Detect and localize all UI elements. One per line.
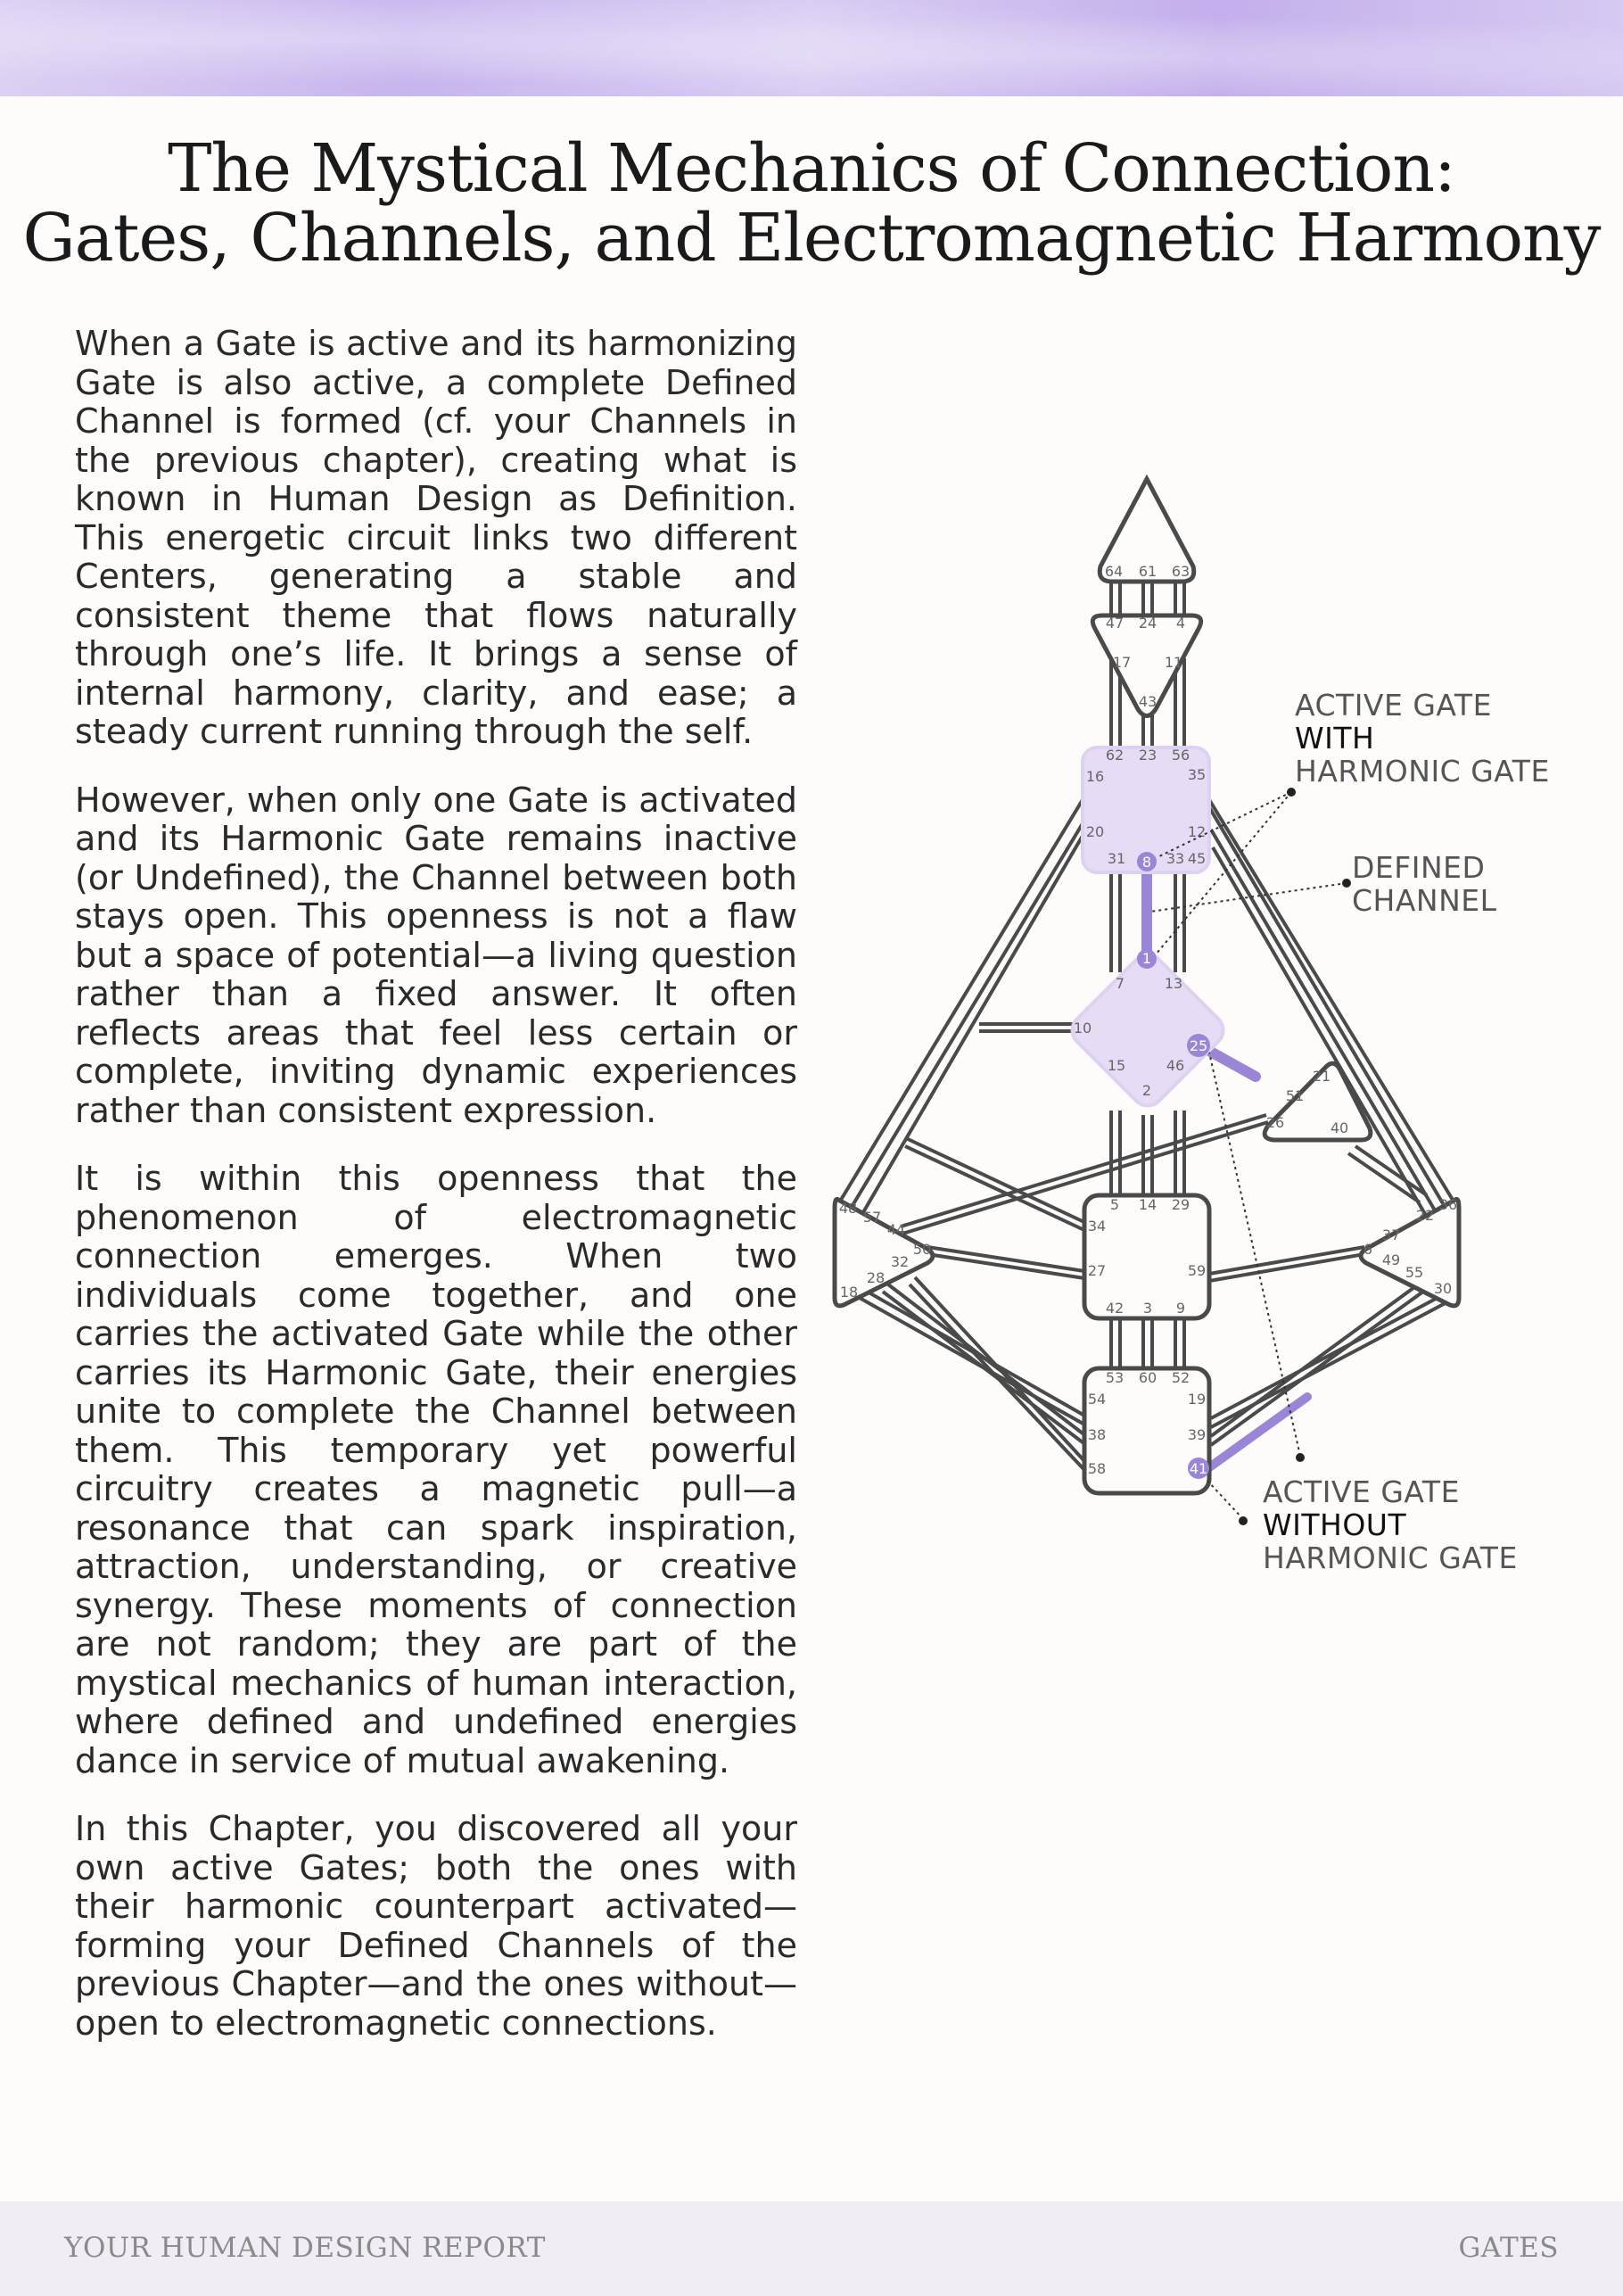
gate-number-47: 47 (1105, 615, 1125, 632)
gate-number-46: 46 (1166, 1057, 1185, 1074)
gate-number-63: 63 (1171, 563, 1190, 580)
gate-number-42: 42 (1105, 1300, 1125, 1317)
gate-number-45: 45 (1187, 850, 1207, 867)
gate-number-16: 16 (1085, 768, 1105, 785)
gate-number-23: 23 (1138, 747, 1158, 764)
gate-number-9: 9 (1175, 1300, 1186, 1317)
gate-number-49: 49 (1381, 1251, 1401, 1268)
gate-number-43: 43 (1138, 693, 1158, 710)
gate-number-52: 52 (1171, 1369, 1190, 1386)
gate-number-13: 13 (1164, 975, 1183, 992)
title-line-1: The Mystical Mechanics of Connection: (168, 130, 1455, 207)
gate-number-35: 35 (1187, 766, 1207, 783)
footer-report-name: YOUR HUMAN DESIGN REPORT (64, 2232, 546, 2264)
gate-number-20: 20 (1085, 823, 1105, 840)
legend-active-without-harmonic: ACTIVE GATE WITHOUT HARMONIC GATE (1263, 1474, 1518, 1575)
gate-number-27: 27 (1087, 1262, 1107, 1279)
gate-number-15: 15 (1107, 1057, 1126, 1074)
gate-number-29: 29 (1171, 1196, 1190, 1213)
paragraph-4: In this Chapter, you discovered all your own active Gates; both the ones with their harmonic counterpart activated—forming your Defined Channels of the previous Chapter—and the ones without—open to electromagnetic connections. (75, 1809, 797, 2043)
gate-number-25: 25 (1189, 1037, 1208, 1054)
gate-number-51: 51 (1285, 1087, 1305, 1104)
paragraph-3: It is within this openness that the phenomenon of electromagnetic connection emerges. When two individuals come together, and one carries the activated Gate while the other carries its Harmonic Gate, their energies unite to complete the Channel between them. This temporary yet powerful circuitry creates a magnetic pull—a resonance that can spark inspiration, attraction, understanding, or creative synergy. These moments of connection are not random; they are part of the mystical mechanics of human interaction, where defined and undefined energies dance in service of mutual awakening. (75, 1159, 797, 1780)
gate-number-56: 56 (1171, 747, 1190, 764)
gate-number-61: 61 (1138, 563, 1158, 580)
gate-number-7: 7 (1115, 975, 1125, 992)
gate-number-37: 37 (1381, 1226, 1401, 1243)
gate-number-10: 10 (1073, 1020, 1092, 1037)
gate-number-17: 17 (1112, 654, 1132, 671)
gate-number-28: 28 (866, 1269, 886, 1286)
gate-number-2: 2 (1141, 1082, 1152, 1099)
legend-active-with-harmonic: ACTIVE GATE WITH HARMONIC GATE (1295, 688, 1550, 789)
gate-number-59: 59 (1187, 1262, 1207, 1279)
gate-number-48: 48 (838, 1200, 858, 1217)
gate-number-3: 3 (1142, 1300, 1153, 1317)
title-line-2: Gates, Channels, and Electromagnetic Harmony (22, 200, 1601, 277)
footer-section-name: GATES (1458, 2232, 1559, 2264)
gate-number-64: 64 (1104, 563, 1124, 580)
gate-number-31: 31 (1107, 850, 1126, 867)
gate-number-62: 62 (1105, 747, 1125, 764)
gate-number-58: 58 (1087, 1460, 1107, 1477)
gate-number-39: 39 (1187, 1426, 1207, 1443)
gate-number-38: 38 (1087, 1426, 1107, 1443)
gate-number-60: 60 (1138, 1369, 1158, 1386)
gate-number-36: 36 (1438, 1196, 1458, 1213)
gate-number-34: 34 (1087, 1218, 1107, 1235)
gate-number-14: 14 (1138, 1196, 1158, 1213)
page-title (0, 130, 1623, 277)
gate-number-50: 50 (912, 1241, 932, 1258)
gate-number-22: 22 (1415, 1207, 1435, 1224)
gate-number-5: 5 (1109, 1196, 1120, 1213)
gate-number-40: 40 (1330, 1119, 1349, 1136)
gate-number-44: 44 (886, 1221, 906, 1238)
gate-number-11: 11 (1164, 654, 1183, 671)
gate-number-32: 32 (890, 1253, 910, 1270)
paragraph-1: When a Gate is active and its harmonizing Gate is also active, a complete Defined Channel is formed (cf. your Channels in the previous chapter), creating what is known in Human Design as Definition. This energetic circuit links two different Centers, generating a stable and consistent theme that flows naturally through one’s life. It brings a sense of internal harmony, clarity, and ease; a steady current running through the self. (75, 324, 797, 751)
gate-number-19: 19 (1187, 1391, 1207, 1408)
gate-number-6: 6 (1363, 1241, 1373, 1258)
paragraph-2: However, when only one Gate is activated and its Harmonic Gate remains inactive (or Undefined), the Channel between both stays open. This openness is not a flaw but a space of potential—a living question rather than a fixed answer. It often reflects areas that feel less certain or complete, inviting dynamic experiences rather than consistent expression. (75, 780, 797, 1130)
gate-number-21: 21 (1312, 1068, 1331, 1085)
gate-number-1: 1 (1141, 950, 1152, 967)
gate-number-18: 18 (839, 1284, 859, 1301)
gate-number-53: 53 (1105, 1369, 1125, 1386)
gate-number-12: 12 (1187, 823, 1207, 840)
gate-number-26: 26 (1265, 1114, 1285, 1131)
legend-defined-channel: DEFINED CHANNEL (1352, 850, 1497, 918)
gate-number-57: 57 (862, 1209, 882, 1226)
body-text (75, 325, 797, 2072)
gate-number-41: 41 (1189, 1460, 1208, 1477)
gate-number-24: 24 (1138, 615, 1158, 632)
header-watercolor-band (0, 0, 1623, 96)
gate-number-54: 54 (1087, 1391, 1107, 1408)
gate-number-30: 30 (1433, 1280, 1453, 1297)
gate-number-4: 4 (1175, 615, 1186, 632)
gate-number-55: 55 (1405, 1264, 1424, 1281)
gate-number-8: 8 (1141, 854, 1152, 871)
gate-number-33: 33 (1166, 850, 1185, 867)
